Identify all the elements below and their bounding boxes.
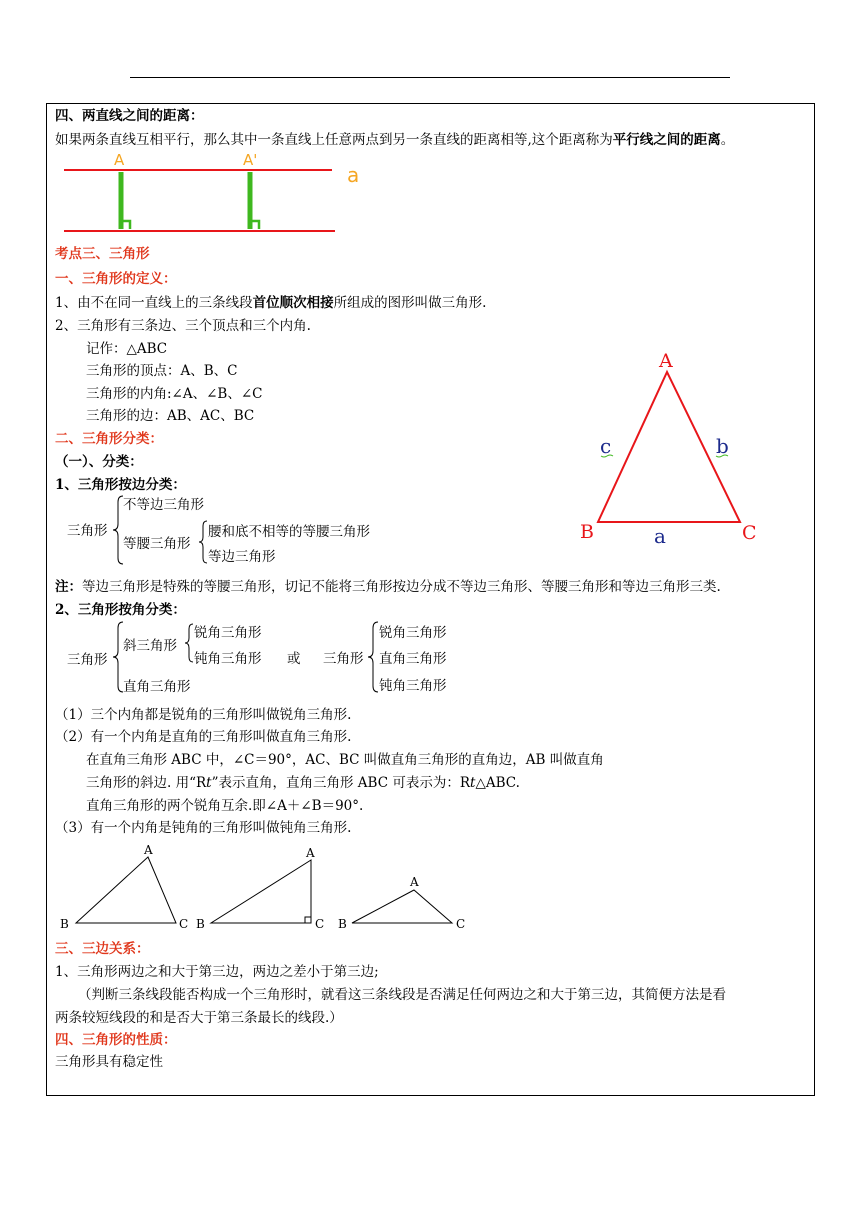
- key-point-title: 考点三、三角形: [55, 246, 150, 262]
- acute-vertex-b: B: [60, 917, 69, 931]
- by-angle-root-alt: 三角形: [323, 651, 364, 667]
- classify-by-side-heading: 1、三角形按边分类：: [55, 477, 186, 493]
- big-side-c: c: [600, 434, 612, 458]
- subheading-classification: （一）、分类：: [55, 454, 143, 470]
- right-vertex-a: A: [306, 846, 315, 860]
- distance-paragraph: 如果两条直线互相平行，那么其中一条直线上任意两点到另一条直线的距离相等,这个距离称为平行线之间的距离。: [55, 132, 735, 148]
- note-paragraph: 注：等边三角形是特殊的等腰三角形，切记不能将三角形按边分成不等边三角形、等腰三角形和等边三角形三类.: [55, 579, 721, 595]
- property-stability: 三角形具有稳定性: [55, 1054, 163, 1070]
- notation-line: 记作：△ABC: [86, 341, 168, 357]
- big-vertex-a: A: [659, 350, 673, 372]
- side-relation-1: 1、三角形两边之和大于第三边，两边之差小于第三边;: [55, 964, 379, 980]
- alt-acute: 锐角三角形: [379, 625, 447, 641]
- obtuse-vertex-b: B: [338, 917, 347, 931]
- definition-2: 2、三角形有三条边、三个顶点和三个内角.: [55, 318, 311, 334]
- obtuse-triangle: [352, 890, 452, 923]
- big-vertex-c: C: [742, 522, 757, 544]
- acute-vertex-a: A: [144, 843, 153, 857]
- side-relation-2a: （判断三条线段能否构成一个三角形时，就看这三条线段是否满足任何两边之和大于第三边，其简便方法是看: [78, 987, 726, 1003]
- section-heading-distance: 四、两直线之间的距离：: [55, 108, 204, 124]
- right-angle-mark: [305, 917, 311, 923]
- isosceles-non-equilateral: 腰和底不相等的等腰三角形: [208, 524, 370, 540]
- section-heading-definition: 一、三角形的定义：: [55, 271, 177, 287]
- right-explanation-1: 在直角三角形 ABC 中，∠C＝90°，AC、BC 叫做直角三角形的直角边，AB 叫做直角: [86, 752, 604, 768]
- side-relation-2b: 两条较短线段的和是否大于第三条最长的线段.）: [55, 1010, 343, 1026]
- by-side-root: 三角形: [67, 523, 108, 539]
- oblique-obtuse: 钝角三角形: [194, 651, 262, 667]
- definition-1: 1、由不在同一直线上的三条线段首位顺次相接所组成的图形叫做三角形.: [55, 295, 487, 311]
- classify-by-angle-heading: 2、三角形按角分类：: [55, 602, 186, 618]
- right-vertex-b: B: [196, 917, 205, 931]
- acute-definition: （1）三个内角都是锐角的三角形叫做锐角三角形.: [55, 707, 352, 723]
- by-angle-right: 直角三角形: [123, 679, 191, 695]
- right-vertex-c: C: [315, 917, 325, 931]
- sides-line: 三角形的边：AB、AC、BC: [86, 408, 255, 424]
- by-side-scalene: 不等边三角形: [123, 497, 204, 513]
- isosceles-equilateral: 等边三角形: [208, 549, 276, 565]
- right-explanation-3: 直角三角形的两个锐角互余.即∠A＋∠B＝90°.: [86, 798, 364, 814]
- acute-triangle: [76, 857, 176, 923]
- by-angle-root: 三角形: [67, 652, 108, 668]
- by-angle-oblique: 斜三角形: [123, 638, 177, 654]
- vertices-line: 三角形的顶点：A、B、C: [86, 363, 238, 379]
- big-side-b: b: [716, 434, 729, 458]
- right-triangle: [211, 860, 311, 923]
- by-side-isosceles: 等腰三角形: [123, 536, 191, 552]
- obtuse-vertex-c: C: [456, 917, 466, 931]
- alt-right: 直角三角形: [379, 651, 447, 667]
- big-vertex-b: B: [580, 521, 594, 543]
- section-heading-properties: 四、三角形的性质：: [55, 1032, 177, 1048]
- section-heading-side-relation: 三、三边关系：: [55, 941, 150, 957]
- acute-vertex-c: C: [179, 917, 189, 931]
- obtuse-definition: （3）有一个内角是钝角的三角形叫做钝角三角形.: [55, 820, 352, 836]
- right-explanation-2: 三角形的斜边. 用“Rt”表示直角，直角三角形 ABC 可表示为：Rt△ABC.: [86, 775, 520, 791]
- point-label-a: A: [114, 151, 125, 169]
- angles-line: 三角形的内角:∠A、∠B、∠C: [86, 386, 263, 402]
- alt-obtuse: 钝角三角形: [379, 678, 447, 694]
- big-side-a: a: [654, 524, 666, 548]
- or-word: 或: [287, 651, 301, 667]
- point-label-a-prime: A': [243, 151, 258, 169]
- right-definition: （2）有一个内角是直角的三角形叫做直角三角形.: [55, 729, 352, 745]
- section-heading-classification: 二、三角形分类：: [55, 431, 163, 447]
- oblique-acute: 锐角三角形: [194, 625, 262, 641]
- line-label-a: a: [347, 163, 360, 187]
- obtuse-vertex-a: A: [410, 875, 419, 889]
